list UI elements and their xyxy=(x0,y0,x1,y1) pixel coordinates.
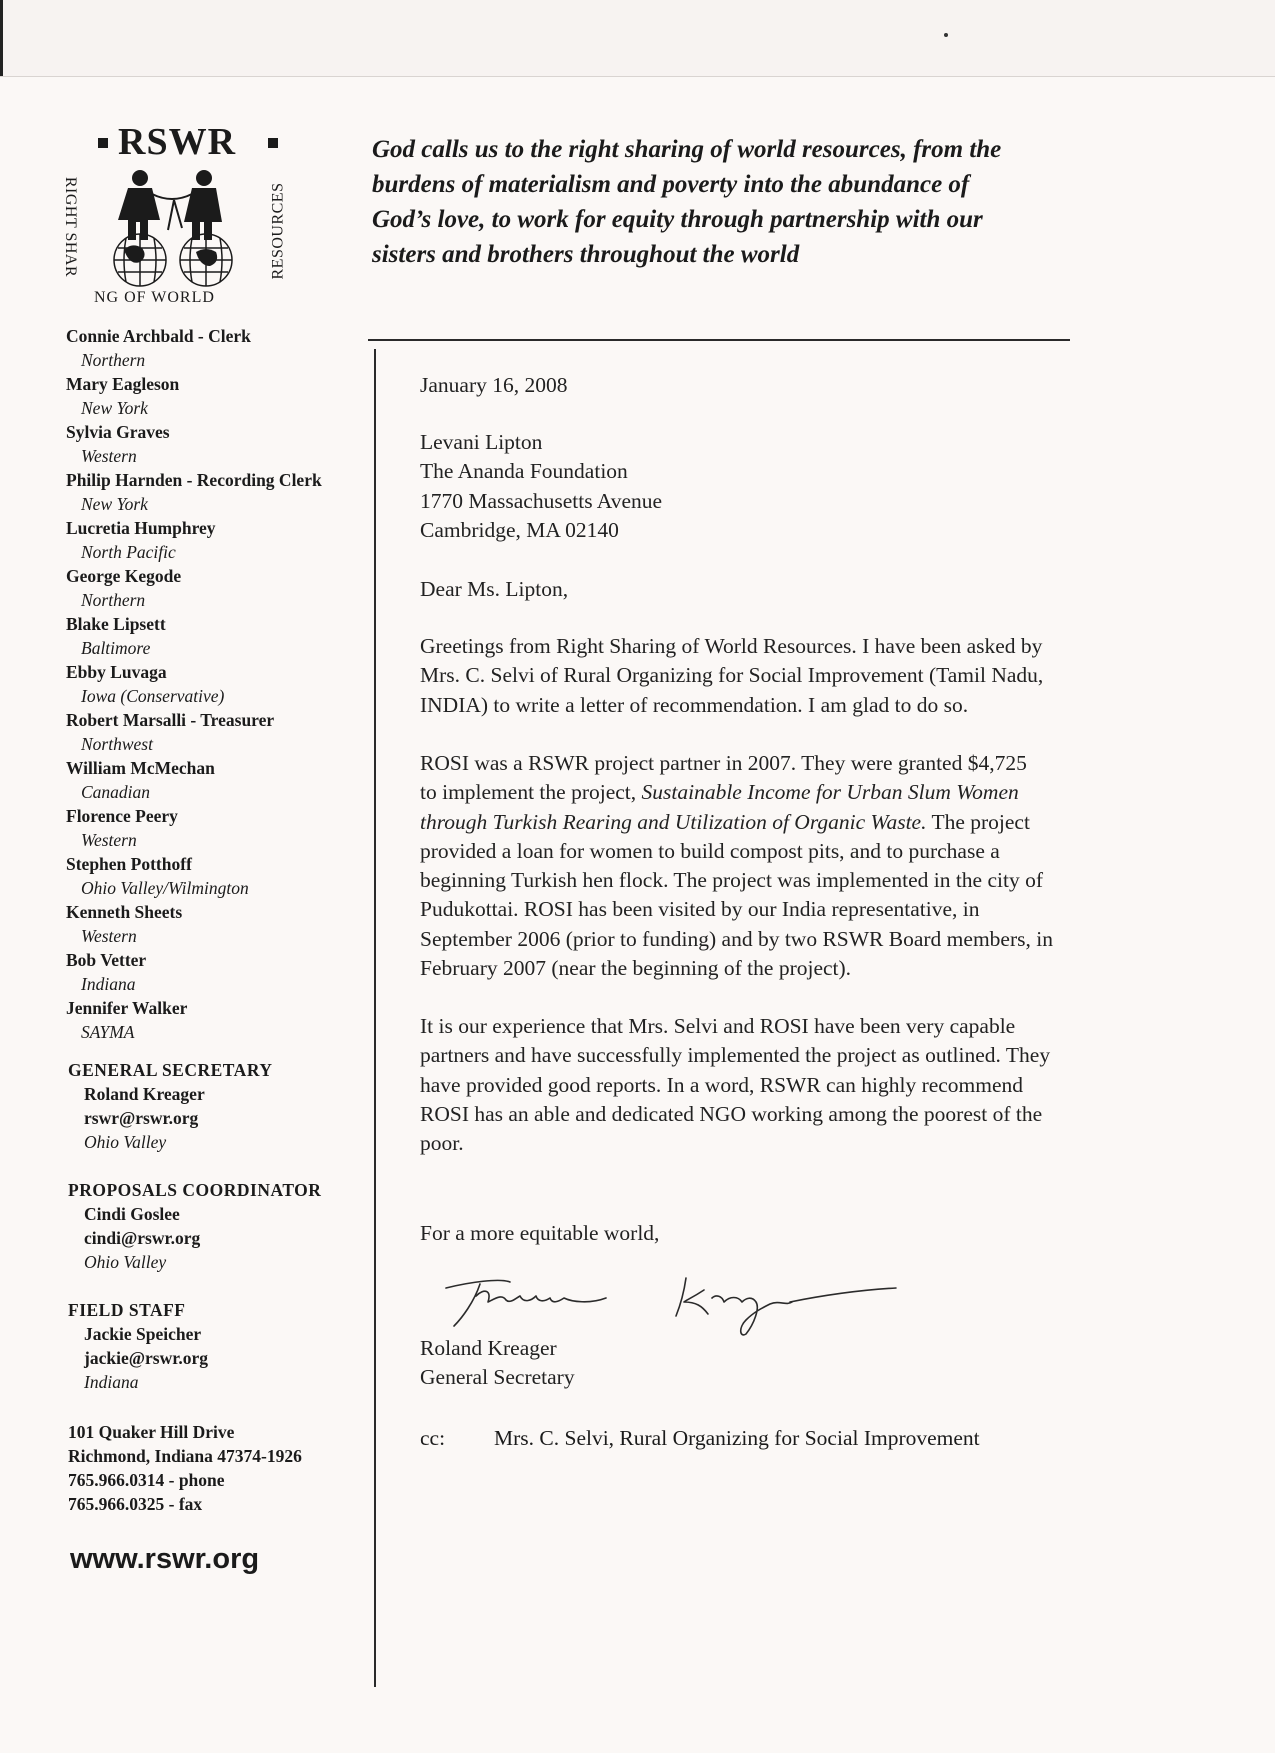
paragraph-line xyxy=(420,808,1180,837)
staff-name: Roland Kreager xyxy=(84,1084,205,1104)
board-member xyxy=(66,468,376,516)
paragraph-1 xyxy=(420,632,1180,720)
scan-top-margin xyxy=(0,0,1275,77)
board-member-name: Sylvia Graves xyxy=(66,422,170,442)
header-divider xyxy=(368,339,1070,341)
staff-title: GENERAL SECRETARY xyxy=(68,1060,273,1080)
salutation: Dear Ms. Lipton, xyxy=(420,577,569,601)
board-list xyxy=(66,324,376,1044)
paragraph-text: to implement the project, xyxy=(420,780,642,805)
staff-proposals-coordinator xyxy=(68,1178,321,1274)
motto-line: God calls us to the right sharing of world resources, from the xyxy=(372,136,1002,163)
board-member xyxy=(66,948,376,996)
board-member-name: Blake Lipsett xyxy=(66,614,166,634)
board-member-name: Robert Marsalli - Treasurer xyxy=(66,710,275,730)
paragraph-line: February 2007 (near the beginning of the project). xyxy=(420,956,852,981)
address-city: Richmond, Indiana 47374-1926 xyxy=(68,1446,302,1466)
staff-name: Jackie Speicher xyxy=(84,1324,202,1344)
board-member-region: North Pacific xyxy=(81,542,176,562)
board-member xyxy=(66,420,376,468)
recipient-line: Levani Lipton xyxy=(420,430,543,454)
board-member-name: Connie Archbald - Clerk xyxy=(66,326,251,346)
paragraph-2 xyxy=(420,749,1180,983)
paragraph-line: provided a loan for women to build compost pits, and to purchase a xyxy=(420,838,1000,863)
board-member xyxy=(66,660,376,708)
paragraph-line: Greetings from Right Sharing of World Resources. I have been asked by xyxy=(420,634,1043,658)
board-member xyxy=(66,708,376,756)
logo-ring-right-text: RESOURCES xyxy=(269,182,287,280)
project-title: Sustainable Income for Urban Slum Women xyxy=(641,780,1019,805)
board-member-name: George Kegode xyxy=(66,566,182,586)
board-member-region: SAYMA xyxy=(81,1022,135,1042)
address-street: 101 Quaker Hill Drive xyxy=(68,1422,235,1442)
address-fax: 765.966.0325 - fax xyxy=(68,1494,203,1514)
board-member-name: Lucretia Humphrey xyxy=(66,518,216,538)
board-member-region: Canadian xyxy=(81,782,151,802)
globe-figures-icon xyxy=(88,160,258,290)
logo-square-right xyxy=(268,138,278,148)
board-member-name: Jennifer Walker xyxy=(66,998,188,1018)
board-member-region: New York xyxy=(81,398,148,418)
staff-region: Ohio Valley xyxy=(84,1132,167,1152)
board-member-region: Northwest xyxy=(81,734,153,754)
staff-region: Ohio Valley xyxy=(84,1252,167,1272)
paragraph-line: It is our experience that Mrs. Selvi and ROSI have been very capable xyxy=(420,1014,1016,1038)
scan-edge xyxy=(0,0,3,76)
cc-label: cc: xyxy=(420,1426,446,1450)
board-member xyxy=(66,516,376,564)
closing: For a more equitable world, xyxy=(420,1221,660,1245)
paragraph-line: beginning Turkish hen flock. The project was implemented in the city of xyxy=(420,868,1043,893)
sender-title: General Secretary xyxy=(420,1365,575,1390)
recipient-line: Cambridge, MA 02140 xyxy=(420,517,619,542)
board-member-name: Mary Eagleson xyxy=(66,374,180,394)
board-member-name: William McMechan xyxy=(66,758,215,778)
paragraph-line: INDIA) to write a letter of recommendation. I am glad to do so. xyxy=(420,692,969,717)
board-member-region: Northern xyxy=(81,350,146,370)
sender-block xyxy=(420,1334,575,1393)
board-member-name: Bob Vetter xyxy=(66,950,147,970)
board-member-name: Florence Peery xyxy=(66,806,178,826)
board-member xyxy=(66,324,376,372)
paragraph-line: partners and have successfully implemented the project as outlined. They xyxy=(420,1043,1051,1068)
motto xyxy=(372,132,1172,272)
board-member xyxy=(66,372,376,420)
paragraph-line: ROSI was a RSWR project partner in 2007. They were granted $4,725 xyxy=(420,751,1027,775)
paragraph-line xyxy=(420,778,1180,807)
board-member xyxy=(66,900,376,948)
logo-acronym: RSWR xyxy=(118,121,237,163)
logo-ring-bottom-text: NG OF WORLD xyxy=(94,289,215,306)
staff-title: FIELD STAFF xyxy=(68,1300,186,1320)
board-member-region: Indiana xyxy=(81,974,136,994)
board-member xyxy=(66,564,376,612)
board-member xyxy=(66,612,376,660)
staff-email[interactable]: rswr@rswr.org xyxy=(84,1108,199,1128)
paragraph-line: ROSI has an able and dedicated NGO working among the poorest of the xyxy=(420,1101,1043,1126)
rswr-logo xyxy=(62,121,292,311)
sender-name: Roland Kreager xyxy=(420,1336,557,1360)
board-member-region: Western xyxy=(81,446,137,466)
letter-date: January 16, 2008 xyxy=(420,373,568,397)
paragraph-line: poor. xyxy=(420,1131,464,1156)
staff-email[interactable]: cindi@rswr.org xyxy=(84,1228,201,1248)
address-phone: 765.966.0314 - phone xyxy=(68,1470,225,1490)
recipient-line: The Ananda Foundation xyxy=(420,459,628,484)
motto-line: sisters and brothers throughout the world xyxy=(372,241,800,268)
board-member-name: Stephen Potthoff xyxy=(66,854,192,874)
board-member xyxy=(66,852,376,900)
project-title: through Turkish Rearing and Utilization of Organic Waste. xyxy=(420,809,927,834)
staff-general-secretary xyxy=(68,1058,272,1154)
board-member-name: Kenneth Sheets xyxy=(66,902,183,922)
paragraph-3 xyxy=(420,1012,1180,1158)
board-member-region: Northern xyxy=(81,590,146,610)
board-member-name: Ebby Luvaga xyxy=(66,662,167,682)
paragraph-line: September 2006 (prior to funding) and by two RSWR Board members, in xyxy=(420,926,1053,951)
website-link[interactable]: www.rswr.org xyxy=(70,1543,260,1575)
board-member-region: Western xyxy=(81,926,137,946)
motto-line: God’s love, to work for equity through partnership with our xyxy=(372,206,983,233)
recipient-line: 1770 Massachusetts Avenue xyxy=(420,488,663,513)
paragraph-text: The project xyxy=(926,809,1030,834)
staff-email[interactable]: jackie@rswr.org xyxy=(84,1348,209,1368)
motto-line: burdens of materialism and poverty into the abundance of xyxy=(372,171,970,198)
recipient-address xyxy=(420,428,662,545)
paragraph-line: Mrs. C. Selvi of Rural Organizing for Social Improvement (Tamil Nadu, xyxy=(420,663,1044,688)
paragraph-line: have provided good reports. In a word, RSWR can highly recommend xyxy=(420,1072,1024,1097)
organization-address xyxy=(68,1420,302,1516)
board-member xyxy=(66,996,376,1044)
logo-square-left xyxy=(98,138,108,148)
handwritten-signature xyxy=(440,1268,910,1338)
staff-name: Cindi Goslee xyxy=(84,1204,180,1224)
board-member-name: Philip Harnden - Recording Clerk xyxy=(66,470,322,490)
paragraph-line: Pudukottai. ROSI has been visited by our India representative, in xyxy=(420,897,980,922)
board-member-region: Iowa (Conservative) xyxy=(81,686,225,706)
board-member-region: Baltimore xyxy=(81,638,151,658)
staff-region: Indiana xyxy=(84,1372,139,1392)
staff-field-staff xyxy=(68,1298,208,1394)
board-member-region: Ohio Valley/Wilmington xyxy=(81,878,249,898)
board-member xyxy=(66,756,376,804)
staff-title: PROPOSALS COORDINATOR xyxy=(68,1180,322,1200)
cc-recipient: Mrs. C. Selvi, Rural Organizing for Social Improvement xyxy=(494,1426,980,1450)
board-member-region: New York xyxy=(81,494,148,514)
board-member-region: Western xyxy=(81,830,137,850)
logo-ring-left-text: RIGHT SHAR xyxy=(62,176,80,278)
scan-speck xyxy=(944,33,948,37)
board-member xyxy=(66,804,376,852)
